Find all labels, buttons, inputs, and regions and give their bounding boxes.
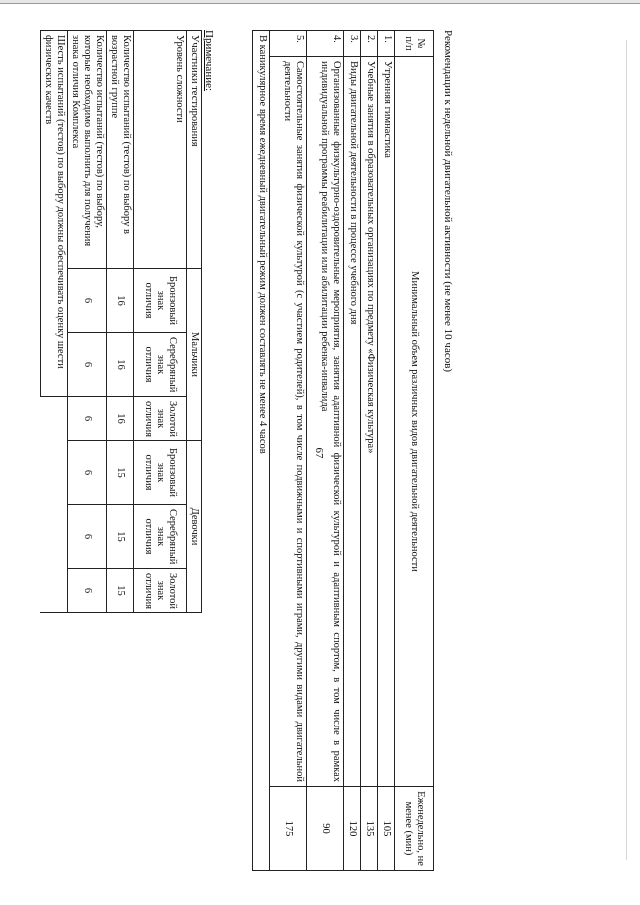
table-row	[68, 31, 107, 671]
row-num: 4.	[307, 31, 344, 57]
table-row	[344, 31, 361, 871]
table-margin	[41, 613, 202, 671]
note-label: Примечание:	[203, 30, 215, 92]
table-row	[187, 31, 202, 671]
level-bronze-boys: Бронзовый знак отличия	[134, 269, 187, 333]
weekly-activity-table	[252, 30, 434, 871]
scan-top-line	[0, 3, 640, 4]
requirements-block	[40, 30, 216, 870]
table-row	[395, 31, 434, 871]
level-gold-boys: Золотой знак отличия	[134, 397, 187, 441]
activity-block	[252, 30, 458, 870]
cell-value: 16	[107, 333, 134, 397]
table-row	[270, 31, 307, 871]
row-value: 90	[307, 787, 344, 871]
table-row	[361, 31, 378, 871]
header-boys: Мальчики	[187, 269, 202, 441]
cell-value: 6	[68, 333, 107, 397]
cell-value: 6	[68, 269, 107, 333]
row-activity: Утренняя гимнастика	[378, 57, 395, 787]
table-row	[107, 31, 134, 671]
row-activity: Учебные занятия в образовательных организациях по предмету «Физическая культура»	[361, 57, 378, 787]
table2-footer-note: В каникулярное время ежедневный двигательный режим должен составлять не менее 4 часов	[253, 31, 270, 871]
cell-value: 16	[107, 397, 134, 441]
table-row	[41, 31, 68, 671]
header-weekly: Еженедельно, не менее (мин)	[395, 787, 434, 871]
cell-value: 6	[68, 505, 107, 569]
row-value: 135	[361, 787, 378, 871]
cell-value: 16	[107, 269, 134, 333]
header-level: Уровень сложности	[134, 31, 187, 269]
header-num: № п/п	[395, 31, 434, 57]
row-value: 175	[270, 787, 307, 871]
level-silver-girls: Серебряный знак отличия	[134, 505, 187, 569]
cell-value: 6	[68, 397, 107, 441]
level-bronze-girls: Бронзовый знак отличия	[134, 441, 187, 505]
cell-value: 15	[107, 441, 134, 505]
level-silver-boys: Серебряный знак отличия	[134, 333, 187, 397]
table-row	[307, 31, 344, 871]
cell-value: 6	[68, 441, 107, 505]
header-participants: Участники тестирования	[187, 31, 202, 269]
row-activity: Организованные физкультурно-оздоровительные мероприятия, занятия адаптивной физической культурой и адаптивным спортом, в том числе в рамках индивидуальной программы реабилитации или абилитации ребенка-инвалида	[307, 57, 344, 787]
cell-value: 6	[68, 569, 107, 613]
row-num: 1.	[378, 31, 395, 57]
row-activity: Самостоятельные занятия физической культурой (с участием родителей), в том числе подвижными и спортивными играми, другими видами двигательной деятельности	[270, 57, 307, 787]
empty-cell	[41, 397, 68, 613]
table-row	[253, 31, 270, 871]
page-number: 67	[313, 447, 325, 459]
row-value: 105	[378, 787, 395, 871]
header-girls: Девочки	[187, 441, 202, 613]
recommendation-title: Рекомендации к недельной двигательной активности (не менее 10 часов)	[442, 30, 454, 373]
row-label: Количество испытаний (тестов) по выбору, которые необходимо выполнить для получения знака отличия Комплекса	[68, 31, 107, 269]
row-num: 2.	[361, 31, 378, 57]
test-requirements-table	[40, 30, 202, 671]
row-num: 5.	[270, 31, 307, 57]
table1-footer-note: Шесть испытаний (тестов) по выбору должны обеспечивать оценку шести физических качеств	[41, 31, 68, 397]
header-activity: Минимальный объем различных видов двигательной деятельности	[395, 57, 434, 787]
row-num: 3.	[344, 31, 361, 57]
cell-value: 15	[107, 505, 134, 569]
level-gold-girls: Золотой знак отличия	[134, 569, 187, 613]
row-value: 120	[344, 787, 361, 871]
row-label: Количество испытаний (тестов) по выбору в возрастной группе	[107, 31, 134, 269]
scan-right-edge	[626, 40, 627, 860]
table-row	[134, 31, 187, 671]
row-activity: Виды двигательной деятельности в процессе учебного дня	[344, 57, 361, 787]
table-row	[378, 31, 395, 871]
cell-value: 15	[107, 569, 134, 613]
